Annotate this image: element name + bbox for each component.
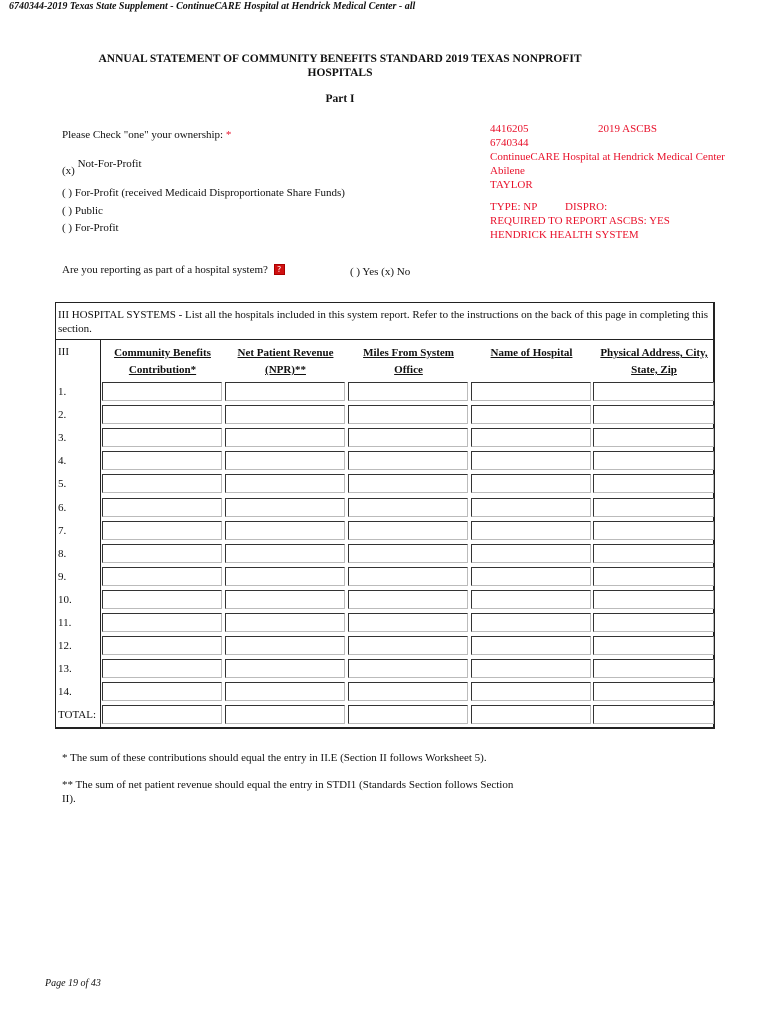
table-input-cell[interactable] <box>471 659 591 678</box>
hospital-id-row <box>490 122 725 136</box>
ownership-option-label: For-Profit (received Medicaid Disproportionate Share Funds) <box>74 187 345 199</box>
page-footer: Page 19 of 43 <box>45 978 101 989</box>
table-input-cell[interactable] <box>593 636 714 655</box>
column-header-line: Name of Hospital <box>490 347 573 359</box>
table-input-cell[interactable] <box>102 405 222 424</box>
table-input-cell[interactable] <box>593 474 714 493</box>
table-input-cell[interactable] <box>593 405 714 424</box>
table-input-cell[interactable] <box>471 451 591 470</box>
system-question <box>62 264 285 276</box>
table-input-cell[interactable] <box>102 567 222 586</box>
form-code: 2019 ASCBS <box>598 123 657 135</box>
column-header-line: Office <box>394 364 423 376</box>
table-input-cell[interactable] <box>348 659 468 678</box>
column-header-line: Community Benefits <box>114 347 211 359</box>
table-input-cell[interactable] <box>102 659 222 678</box>
table-input-cell[interactable] <box>225 521 345 540</box>
table-row-label: 3. <box>58 432 67 444</box>
table-input-cell[interactable] <box>102 636 222 655</box>
table-input-cell[interactable] <box>593 498 714 517</box>
column-header-name-of-hospital <box>471 345 592 362</box>
table-input-cell[interactable] <box>102 521 222 540</box>
table-input-cell[interactable] <box>593 382 714 401</box>
ownership-option-for-profit-dsh[interactable] <box>62 187 345 199</box>
hospital-county: TAYLOR <box>490 179 533 191</box>
hospital-info <box>490 122 725 242</box>
system-question-text: Are you reporting as part of a hospital system? <box>62 264 268 276</box>
ownership-option-mark[interactable]: ( ) <box>62 205 73 217</box>
table-input-cell[interactable] <box>593 521 714 540</box>
table-input-cell[interactable] <box>471 521 591 540</box>
table-separator <box>56 339 713 340</box>
table-input-cell[interactable] <box>471 382 591 401</box>
table-input-cell[interactable] <box>471 613 591 632</box>
table-input-cell[interactable] <box>471 590 591 609</box>
table-input-cell[interactable] <box>225 451 345 470</box>
table-input-cell[interactable] <box>102 474 222 493</box>
note-net-patient-revenue <box>62 778 513 806</box>
title-line-1: ANNUAL STATEMENT OF COMMUNITY BENEFITS STANDARD 2019 TEXAS NONPROFIT <box>98 53 582 65</box>
table-input-cell[interactable] <box>348 567 468 586</box>
table-row-label: 7. <box>58 525 67 537</box>
table-row-label: 14. <box>58 686 72 698</box>
hospital-systems-table <box>55 302 715 729</box>
table-input-cell[interactable] <box>348 590 468 609</box>
required-marker: * <box>225 129 232 141</box>
ownership-option-mark[interactable]: ( ) <box>62 222 73 234</box>
table-input-cell[interactable] <box>225 705 345 724</box>
column-header-physical-address <box>593 345 715 379</box>
table-input-cell[interactable] <box>225 544 345 563</box>
note-contributions: * The sum of these contributions should equal the entry in II.E (Section II follows Worksheet 5). <box>62 752 487 764</box>
table-row-label: 12. <box>58 640 72 652</box>
table-row-label: 9. <box>58 571 67 583</box>
table-input-cell[interactable] <box>348 382 468 401</box>
ownership-option-for-profit[interactable] <box>62 222 119 234</box>
table-input-cell[interactable] <box>102 428 222 447</box>
table-input-cell[interactable] <box>102 613 222 632</box>
table-input-cell[interactable] <box>348 405 468 424</box>
table-input-cell[interactable] <box>593 659 714 678</box>
title-line-2: HOSPITALS <box>307 67 373 79</box>
hospital-id-2: 6740344 <box>490 137 529 149</box>
table-input-cell[interactable] <box>348 428 468 447</box>
column-header-line: Miles From System <box>363 347 454 359</box>
table-input-cell[interactable] <box>348 613 468 632</box>
table-row-label: 8. <box>58 548 67 560</box>
table-input-cell[interactable] <box>471 474 591 493</box>
table-input-cell[interactable] <box>348 521 468 540</box>
table-input-cell[interactable] <box>348 451 468 470</box>
hospital-type: TYPE: NP <box>490 201 538 213</box>
table-input-cell[interactable] <box>471 682 591 701</box>
section-label: III <box>58 346 69 358</box>
table-input-cell[interactable] <box>593 428 714 447</box>
column-header-line: Physical Address, City, <box>600 347 708 359</box>
table-input-cell[interactable] <box>593 613 714 632</box>
table-input-cell[interactable] <box>102 590 222 609</box>
column-header-miles-from-system <box>348 345 469 379</box>
table-input-cell[interactable] <box>593 544 714 563</box>
table-input-cell[interactable] <box>471 544 591 563</box>
table-input-cell[interactable] <box>348 705 468 724</box>
column-header-community-benefits <box>102 345 223 379</box>
table-input-cell[interactable] <box>225 613 345 632</box>
table-row-label: 10. <box>58 594 72 606</box>
table-input-cell[interactable] <box>593 682 714 701</box>
table-input-cell[interactable] <box>348 498 468 517</box>
table-input-cell[interactable] <box>348 636 468 655</box>
hospital-name: ContinueCARE Hospital at Hendrick Medical Center <box>490 151 725 163</box>
column-header-line: Net Patient Revenue <box>237 347 334 359</box>
ownership-option-public[interactable] <box>62 205 103 217</box>
table-input-cell[interactable] <box>225 428 345 447</box>
table-input-cell[interactable] <box>225 405 345 424</box>
table-row-label: 1. <box>58 386 67 398</box>
table-input-cell[interactable] <box>593 590 714 609</box>
column-header-line: Contribution* <box>128 364 197 376</box>
table-input-cell[interactable] <box>593 451 714 470</box>
ownership-option-mark[interactable]: ( ) <box>62 187 73 199</box>
table-row-label: 4. <box>58 455 67 467</box>
page-title <box>70 52 610 80</box>
hospital-systems-description: III HOSPITAL SYSTEMS - List all the hospitals included in this system report. Refer to the instructions on the back of this page in completing this section. <box>58 309 709 335</box>
table-input-cell[interactable] <box>225 590 345 609</box>
table-input-cell[interactable] <box>471 636 591 655</box>
column-header-net-patient-revenue <box>225 345 346 379</box>
health-system-name: HENDRICK HEALTH SYSTEM <box>490 229 639 241</box>
table-input-cell[interactable] <box>348 544 468 563</box>
column-header-line: State, Zip <box>631 364 677 376</box>
table-input-cell[interactable] <box>102 682 222 701</box>
table-input-cell[interactable] <box>225 682 345 701</box>
required-to-report: REQUIRED TO REPORT ASCBS: YES <box>490 215 670 227</box>
ownership-question-text: Please Check "one" your ownership: <box>62 129 224 141</box>
table-input-cell[interactable] <box>348 474 468 493</box>
ownership-option-label: Public <box>74 205 103 217</box>
table-input-cell[interactable] <box>471 498 591 517</box>
table-input-cell[interactable] <box>471 428 591 447</box>
part-label: Part I <box>325 93 355 105</box>
column-header-line: (NPR)** <box>265 364 306 376</box>
note-line: ** The sum of net patient revenue should equal the entry in STDI1 (Standards Section follows Section <box>62 779 514 791</box>
table-input-cell[interactable] <box>471 405 591 424</box>
table-input-cell[interactable] <box>348 682 468 701</box>
ownership-question <box>62 129 231 141</box>
column-divider <box>100 340 101 727</box>
table-input-cell[interactable] <box>225 382 345 401</box>
table-input-cell[interactable] <box>225 498 345 517</box>
table-input-cell[interactable] <box>471 567 591 586</box>
ownership-option-not-for-profit[interactable] <box>62 158 142 177</box>
table-input-cell[interactable] <box>593 705 714 724</box>
note-line: II). <box>62 793 76 805</box>
table-row-label: 11. <box>58 617 72 629</box>
table-input-cell[interactable] <box>102 451 222 470</box>
table-input-cell[interactable] <box>225 636 345 655</box>
table-input-cell[interactable] <box>593 567 714 586</box>
hospital-city: Abilene <box>490 165 525 177</box>
table-input-cell[interactable] <box>225 659 345 678</box>
table-input-cell[interactable] <box>102 382 222 401</box>
help-icon[interactable]: ? <box>274 264 285 275</box>
ownership-option-label: Not-For-Profit <box>77 158 142 170</box>
hospital-dispro: DISPRO: <box>565 201 608 213</box>
table-input-cell[interactable] <box>225 567 345 586</box>
table-row-label: 13. <box>58 663 72 675</box>
document-header: 6740344-2019 Texas State Supplement - ContinueCARE Hospital at Hendrick Medical Center - all <box>9 1 416 12</box>
hospital-id: 4416205 <box>490 123 529 135</box>
ownership-option-label: For-Profit <box>74 222 119 234</box>
table-input-cell[interactable] <box>225 474 345 493</box>
system-answer[interactable]: ( ) Yes (x) No <box>350 266 411 278</box>
table-row-label: TOTAL: <box>58 709 97 721</box>
table-input-cell[interactable] <box>102 544 222 563</box>
table-row-label: 2. <box>58 409 67 421</box>
ownership-option-mark[interactable]: (x) <box>62 165 75 177</box>
table-input-cell[interactable] <box>471 705 591 724</box>
table-row-label: 5. <box>58 478 67 490</box>
type-dispro-row <box>490 200 725 214</box>
table-row-label: 6. <box>58 502 67 514</box>
table-input-cell[interactable] <box>102 498 222 517</box>
table-input-cell[interactable] <box>102 705 222 724</box>
